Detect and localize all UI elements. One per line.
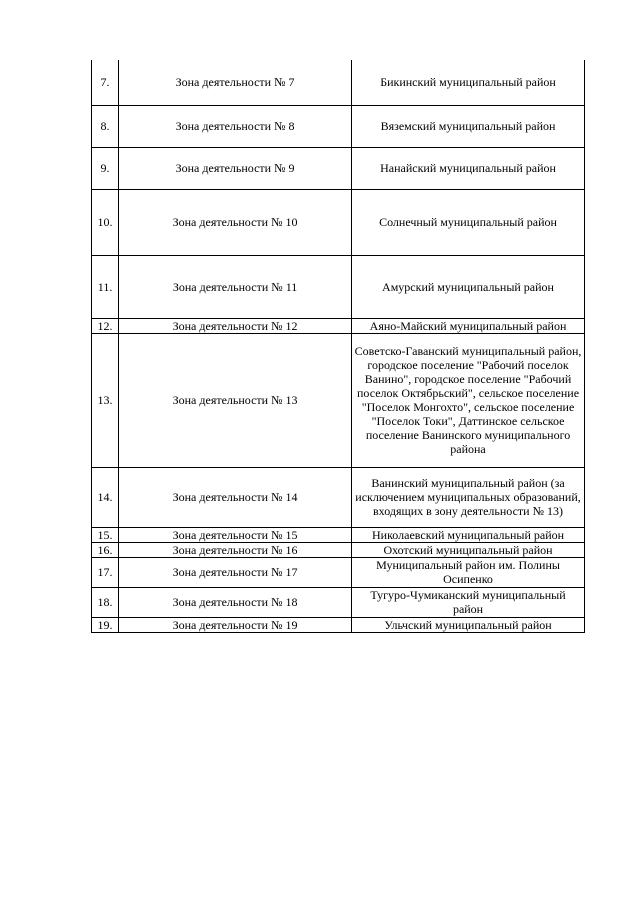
table-row [92, 147, 585, 189]
zone-name: Зона деятельности № 10 [119, 189, 352, 255]
municipal-area: Бикинский муниципальный район [352, 60, 585, 105]
row-number: 9. [92, 147, 119, 189]
table-row [92, 60, 585, 105]
row-number: 7. [92, 60, 119, 105]
row-number: 13. [92, 333, 119, 467]
municipal-area: Амурский муниципальный район [352, 255, 585, 318]
table-row [92, 542, 585, 557]
zone-name: Зона деятельности № 9 [119, 147, 352, 189]
zone-name: Зона деятельности № 7 [119, 60, 352, 105]
row-number: 8. [92, 105, 119, 147]
zones-table [91, 60, 585, 633]
municipal-area: Николаевский муниципальный район [352, 527, 585, 542]
table-row [92, 557, 585, 587]
zone-name: Зона деятельности № 15 [119, 527, 352, 542]
table-row [92, 255, 585, 318]
row-number: 10. [92, 189, 119, 255]
zone-name: Зона деятельности № 13 [119, 333, 352, 467]
municipal-area: Тугуро-Чумиканский муниципальный район [352, 587, 585, 617]
municipal-area: Советско-Гаванский муниципальный район, городское поселение "Рабочий поселок Ванино", городское поселение "Рабочий поселок Октябрьский", сельское поселение "Поселок Монгохто", сельское поселение "Поселок Токи", Даттинское сельское поселение Ванинского муниципального района [352, 333, 585, 467]
zones-table-body [92, 60, 585, 632]
table-row [92, 105, 585, 147]
zone-name: Зона деятельности № 11 [119, 255, 352, 318]
zone-name: Зона деятельности № 19 [119, 617, 352, 632]
row-number: 15. [92, 527, 119, 542]
municipal-area: Аяно-Майский муниципальный район [352, 318, 585, 333]
municipal-area: Муниципальный район им. Полины Осипенко [352, 557, 585, 587]
municipal-area: Солнечный муниципальный район [352, 189, 585, 255]
table-row [92, 617, 585, 632]
row-number: 18. [92, 587, 119, 617]
municipal-area: Вяземский муниципальный район [352, 105, 585, 147]
table-row [92, 527, 585, 542]
table-row [92, 333, 585, 467]
municipal-area: Охотский муниципальный район [352, 542, 585, 557]
municipal-area: Нанайский муниципальный район [352, 147, 585, 189]
row-number: 12. [92, 318, 119, 333]
zone-name: Зона деятельности № 8 [119, 105, 352, 147]
zone-name: Зона деятельности № 14 [119, 467, 352, 527]
zone-name: Зона деятельности № 18 [119, 587, 352, 617]
row-number: 14. [92, 467, 119, 527]
row-number: 17. [92, 557, 119, 587]
row-number: 16. [92, 542, 119, 557]
zone-name: Зона деятельности № 17 [119, 557, 352, 587]
table-row [92, 467, 585, 527]
table-row [92, 587, 585, 617]
municipal-area: Ванинский муниципальный район (за исключением муниципальных образований, входящих в зону деятельности № 13) [352, 467, 585, 527]
municipal-area: Ульчский муниципальный район [352, 617, 585, 632]
table-row [92, 318, 585, 333]
zone-name: Зона деятельности № 12 [119, 318, 352, 333]
zone-name: Зона деятельности № 16 [119, 542, 352, 557]
row-number: 19. [92, 617, 119, 632]
table-row [92, 189, 585, 255]
row-number: 11. [92, 255, 119, 318]
